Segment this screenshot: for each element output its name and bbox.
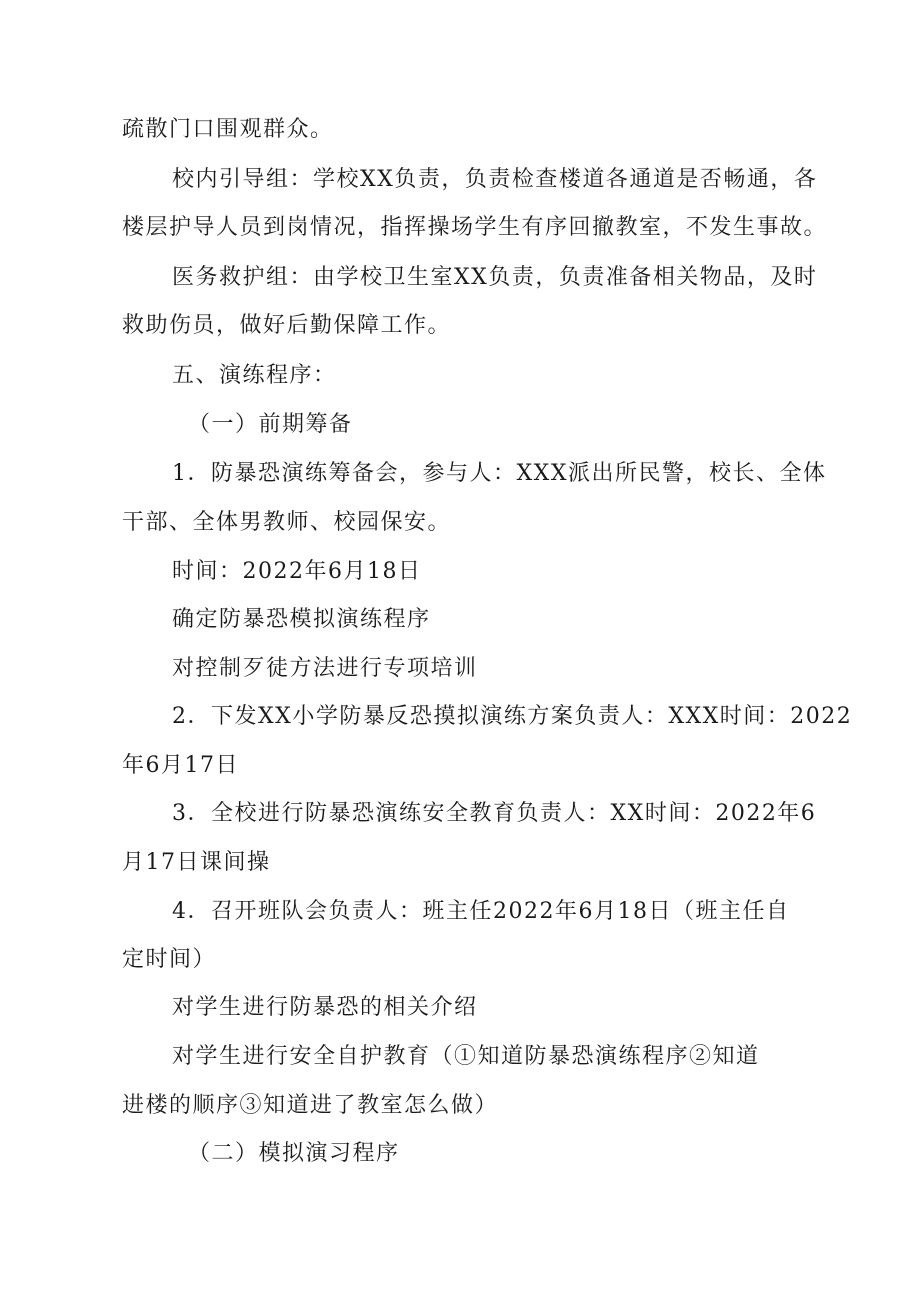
paragraph-line: 确定防暴恐模拟演练程序 [172, 607, 431, 632]
paragraph-line: 对控制歹徒方法进行专项培训 [172, 656, 478, 681]
paragraph-line: 时间：2022年6月18日 [172, 559, 422, 584]
paragraph-line: 4．召开班队会负责人：班主任2022年6月18日（班主任自 [172, 899, 790, 924]
paragraph-line: 救助伤员，做好后勤保障工作。 [122, 313, 452, 338]
section-heading: 五、演练程序： [172, 363, 337, 388]
paragraph-line: 干部、全体男教师、校园保安。 [122, 510, 452, 535]
paragraph-line: 1．防暴恐演练筹备会，参与人：XXX派出所民警，校长、全体 [172, 461, 827, 486]
paragraph-line: 疏散门口围观群众。 [122, 117, 334, 142]
paragraph-line: 对学生进行安全自护教育（①知道防暴恐演练程序②知道 [172, 1044, 760, 1069]
paragraph-line: 2．下发XX小学防暴反恐摸拟演练方案负责人：XXX时间：2022 [172, 704, 853, 729]
paragraph-line: 医务救护组：由学校卫生室XX负责，负责准备相关物品，及时 [172, 265, 818, 290]
paragraph-line: 楼层护导人员到岗情况，指挥操场学生有序回撤教室，不发生事故。 [122, 215, 828, 240]
paragraph-line: 校内引导组：学校XX负责，负责检查楼道各通道是否畅通，各 [172, 167, 818, 192]
paragraph-line: 进楼的顺序③知道进了教室怎么做） [122, 1093, 499, 1118]
paragraph-line: 对学生进行防暴恐的相关介绍 [172, 995, 478, 1020]
subsection-heading: （一）前期筹备 [188, 412, 353, 437]
paragraph-line: 定时间） [122, 947, 217, 972]
paragraph-line: 年6月17日 [122, 753, 239, 778]
subsection-heading: （二）模拟演习程序 [188, 1141, 400, 1166]
paragraph-line: 月17日课间操 [122, 850, 271, 875]
paragraph-line: 3．全校进行防暴恐演练安全教育负责人：XX时间：2022年6 [172, 801, 817, 826]
